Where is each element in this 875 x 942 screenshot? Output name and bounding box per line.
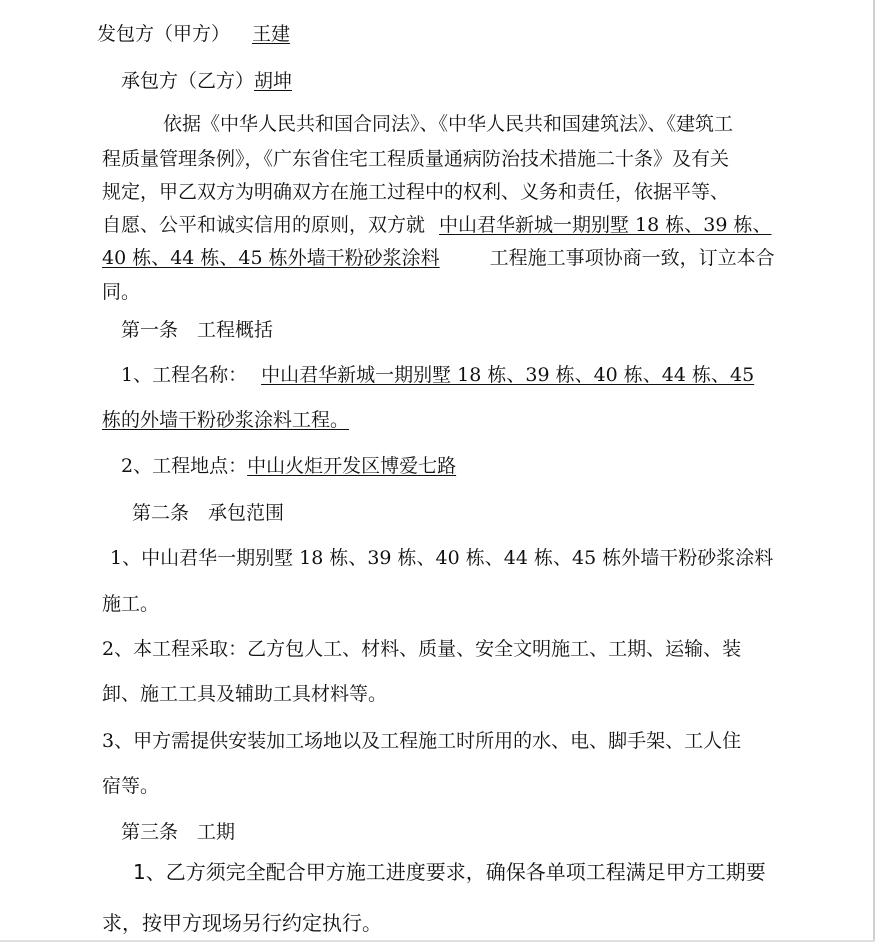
schedule-item: 求，按甲方现场另行约定执行。	[102, 911, 382, 935]
project-name-line	[0, 363, 875, 387]
scope-item: 2、本工程采取：乙方包人工、材料、质量、安全文明施工、工期、运输、装	[102, 638, 742, 660]
party-a-name: 王建	[252, 23, 291, 45]
schedule-item: 1、乙方须完全配合甲方施工进度要求，确保各单项工程满足甲方工期要	[133, 860, 766, 884]
project-name-line	[0, 408, 875, 432]
party-b-line	[0, 69, 875, 93]
party-b-name: 胡坤	[254, 70, 293, 92]
project-name-label: 1、工程名称：	[121, 364, 248, 386]
project-location-label: 2、工程地点：	[121, 455, 248, 477]
article-2-title: 第二条 承包范围	[132, 502, 285, 524]
scope-item: 1、中山君华一期别墅 18 栋、39 栋、40 栋、44 栋、45 栋外墙干粉砂浆涂料	[110, 547, 774, 569]
scope-item: 宿等。	[102, 775, 160, 797]
intro-line: 40 栋、44 栋、45 栋外墙干粉砂浆涂料 工程施工事项协商一致，订立本合	[102, 247, 775, 269]
party-a-line	[0, 22, 875, 46]
party-b-label: 承包方（乙方）	[121, 70, 255, 92]
project-name-value: 栋的外墙干粉砂浆涂料工程。	[102, 409, 350, 431]
project-location-value: 中山火炬开发区博爱七路	[247, 455, 457, 477]
scope-item: 3、甲方需提供安装加工场地以及工程施工时所用的水、电、脚手架、工人住	[102, 730, 742, 752]
scope-item: 卸、施工工具及辅助工具材料等。	[102, 683, 388, 705]
intro-line: 规定，甲乙双方为明确双方在施工过程中的权利、义务和责任，依据平等、	[102, 181, 730, 203]
article-1-title: 第一条 工程概括	[121, 319, 274, 341]
party-a-label: 发包方（甲方）	[97, 23, 231, 45]
project-name-value: 中山君华新城一期别墅 18 栋、39 栋、40 栋、44 栋、45	[261, 364, 755, 386]
intro-line: 同。	[102, 281, 141, 303]
project-name-underlined: 40 栋、44 栋、45 栋外墙干粉砂浆涂料	[102, 247, 440, 269]
intro-line: 依据《中华人民共和国合同法》、《中华人民共和国建筑法》、《建筑工	[163, 113, 734, 135]
project-location-line	[0, 454, 875, 478]
article-3-title: 第三条 工期	[121, 821, 236, 843]
intro-line: 程质量管理条例》，《广东省住宅工程质量通病防治技术措施二十条》及有关	[102, 148, 730, 170]
project-name-underlined: 中山君华新城一期别墅 18 栋、39 栋、	[439, 214, 772, 236]
scope-item: 施工。	[102, 593, 160, 615]
intro-line: 自愿、公平和诚实信用的原则，双方就 中山君华新城一期别墅 18 栋、39 栋、	[102, 214, 772, 236]
